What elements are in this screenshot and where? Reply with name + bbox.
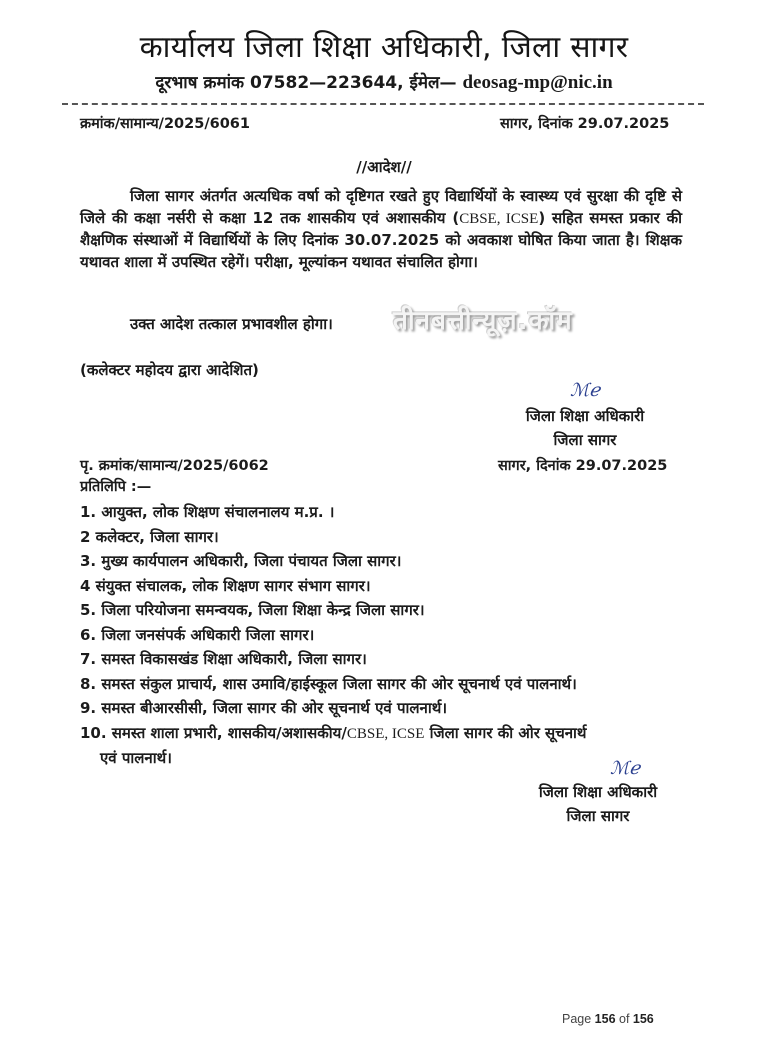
list-item: 8. समस्त संकुल प्राचार्य, शास उमावि/हाईस्कूल जिला सागर की ओर सूचनार्थ एवं पालनार्थ। bbox=[80, 674, 577, 693]
copy-reference: पृ. क्रमांक/सामान्य/2025/6062 bbox=[80, 458, 269, 474]
list-item: 2 कलेक्टर, जिला सागर। bbox=[80, 527, 219, 546]
order-effective: उक्त आदेश तत्काल प्रभावशील होगा। bbox=[130, 315, 333, 333]
page-current: 156 bbox=[594, 1012, 616, 1026]
signatory-district: जिला सागर bbox=[566, 807, 630, 825]
list-item: 3. मुख्य कार्यपालन अधिकारी, जिला पंचायत जिला सागर। bbox=[80, 552, 402, 570]
email-address: deosag-mp@nic.in bbox=[462, 72, 613, 93]
office-title: कार्यालय जिला शिक्षा अधिकारी, जिला सागर bbox=[139, 30, 629, 65]
order-heading: //आदेश// bbox=[356, 158, 412, 176]
signatory-block-2 bbox=[518, 780, 678, 828]
signatory-designation: जिला शिक्षा अधिकारी bbox=[525, 407, 645, 425]
list-item: 7. समस्त विकासखंड शिक्षा अधिकारी, जिला सागर। bbox=[80, 650, 367, 668]
order-date: सागर, दिनांक 29.07.2025 bbox=[500, 116, 670, 132]
copy-date: सागर, दिनांक 29.07.2025 bbox=[498, 458, 668, 474]
order-body-boards: CBSE, ICSE bbox=[459, 210, 539, 227]
page-total: 156 bbox=[632, 1012, 654, 1026]
page-number bbox=[562, 1012, 654, 1026]
item10-text-b: जिला सागर की ओर सूचनार्थ bbox=[424, 723, 587, 742]
signature-1: ℳℯ bbox=[570, 380, 600, 401]
signature-2: ℳℯ bbox=[610, 758, 640, 779]
list-item: 9. समस्त बीआरसीसी, जिला सागर की ओर सूचनार्थ एवं पालनार्थ। bbox=[80, 699, 448, 717]
collector-note: (कलेक्टर महोदय द्वारा आदेशित) bbox=[80, 361, 259, 379]
watermark: तीनबत्तीन्यूज़.कॉम bbox=[393, 306, 573, 336]
page-of: of bbox=[615, 1012, 633, 1026]
page-prefix: Page bbox=[562, 1012, 595, 1026]
signatory-block-1 bbox=[505, 404, 665, 452]
contact-line bbox=[0, 72, 768, 94]
order-body-part1: जिला सागर अंतर्गत अत्यधिक वर्षा को दृष्टिगत रखते हुए विद्यार्थियों के स्वास्थ्य एवं सुरक्षा की दृष्टि से जिले की कक्षा नर्सरी से कक्षा 12 तक शासकीय एवं अशासकीय ( bbox=[80, 187, 682, 227]
list-item: 5. जिला परियोजना समन्वयक, जिला शिक्षा केन्द्र जिला सागर। bbox=[80, 601, 425, 619]
item10-boards: CBSE, ICSE bbox=[346, 725, 425, 742]
phone-label: दूरभाष क्रमांक 07582—223644, ईमेल— bbox=[155, 73, 457, 93]
list-item: 1. आयुक्त, लोक शिक्षण संचालनालय म.प्र. । bbox=[80, 503, 335, 521]
order-reference: क्रमांक/सामान्य/2025/6061 bbox=[80, 116, 250, 132]
header-divider bbox=[62, 103, 704, 105]
order-body bbox=[80, 186, 682, 273]
copy-recipient-list bbox=[80, 500, 700, 771]
list-item: 6. जिला जनसंपर्क अधिकारी जिला सागर। bbox=[80, 625, 315, 644]
item10-continuation: एवं पालनार्थ। bbox=[100, 749, 172, 767]
list-item bbox=[80, 721, 700, 771]
item10-text-a: 10. समस्त शाला प्रभारी, शासकीय/अशासकीय/ bbox=[80, 723, 347, 742]
signatory-district: जिला सागर bbox=[553, 431, 617, 449]
copy-label: प्रतिलिपि :— bbox=[80, 479, 152, 495]
signatory-designation: जिला शिक्षा अधिकारी bbox=[538, 783, 658, 801]
order-body-part2: ) सहित समस्त प्रकार की शैक्षणिक संस्थाओं में विद्यार्थियों के लिए दिनांक 30.07.2025 को अवकाश घोषित किया जाता है। शिक्षक यथावत शाला में उपस्थित रहेगें। परीक्षा, मूल्यांकन यथावत संचालित होगा। bbox=[80, 208, 682, 271]
list-item: 4 संयुक्त संचालक, लोक शिक्षण सागर संभाग सागर। bbox=[80, 576, 371, 595]
